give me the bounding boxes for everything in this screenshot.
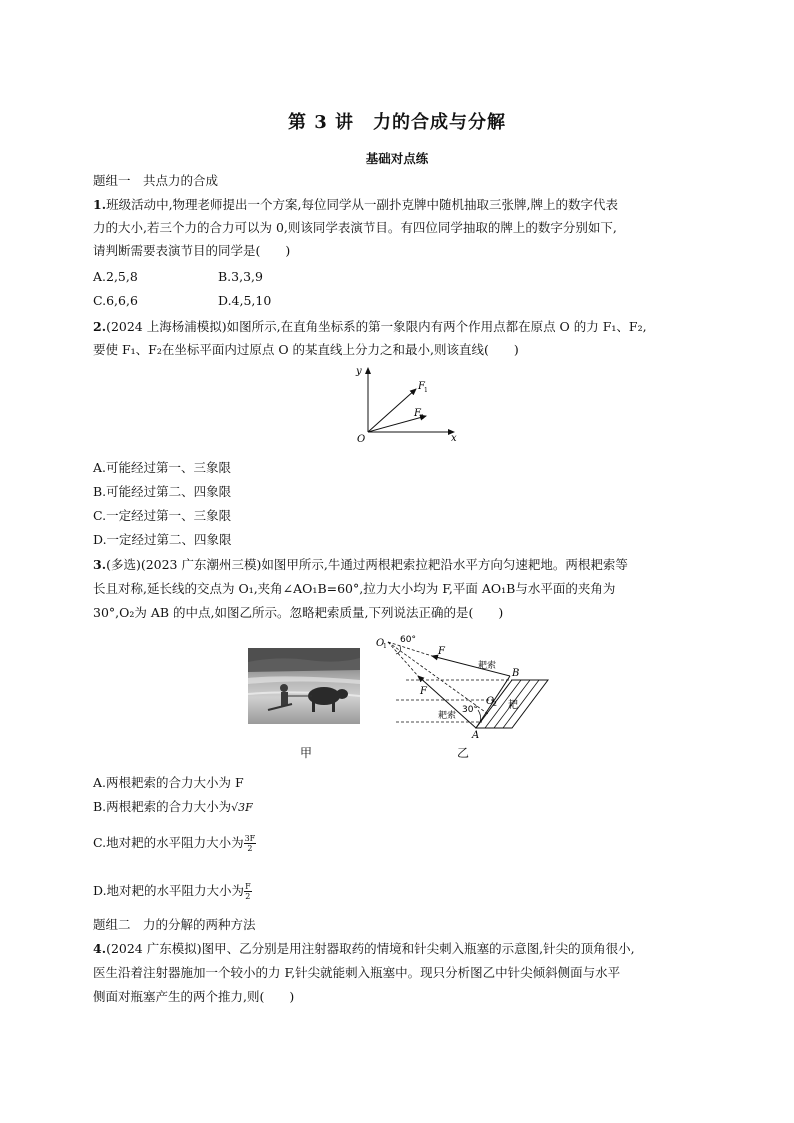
angle-30-arc	[478, 710, 481, 722]
harrow-label: 耙	[508, 700, 518, 711]
q1-option-b: B.3,3,9	[218, 269, 263, 284]
q3-line-1	[93, 556, 628, 574]
q3-option-b-math: √3F	[231, 801, 253, 814]
q1-option-c: C.6,6,6	[93, 293, 138, 308]
q4-line-1	[93, 940, 635, 958]
fraction-denominator: 2	[245, 892, 251, 901]
q3-line-3: 30°,O₂为 AB 的中点,如图乙所示。忽略耙索质量,下列说法正确的是( )	[93, 605, 504, 620]
q2-text-1: (2024 上海杨浦模拟)如图所示,在直角坐标系的第一象限内有两个作用点都在原点 O 的力 F₁、F₂,	[106, 319, 647, 334]
q3-option-b-text: B.两根耙索的合力大小为	[93, 799, 232, 814]
x-label: x	[451, 433, 457, 444]
f1-label: F	[418, 381, 425, 392]
lower-rope-label: 耙索	[438, 711, 457, 721]
photo-illustration	[248, 648, 360, 724]
q2-coordinate-figure	[350, 362, 470, 444]
q3-option-b	[93, 798, 253, 817]
q3-line-2: 长且对称,延长线的交点为 O₁,夹角∠AO₁B=60°,拉力大小均为 F,平面 AO₁B与水平面的夹角为	[93, 581, 616, 596]
origin-label: O	[357, 434, 366, 444]
caption-jia: 甲	[300, 746, 313, 760]
fraction-denominator: 2	[247, 844, 253, 853]
q2-option-b: B.可能经过第二、四象限	[93, 484, 232, 499]
f2-label: F	[414, 408, 421, 419]
q1-line-1	[93, 196, 618, 214]
q2-option-c: C.一定经过第一、三象限	[93, 508, 232, 523]
point-b-label: B	[512, 668, 520, 679]
fraction-numerator: 3F	[244, 834, 256, 843]
q1-option-d: D.4,5,10	[218, 293, 272, 308]
y-label: y	[356, 366, 362, 377]
q4-line-2: 医生沿着注射器施加一个较小的力 F,针尖就能刺入瓶塞中。现只分析图乙中针尖倾斜侧面与水平	[93, 965, 621, 980]
fraction-numerator: F	[245, 882, 251, 891]
upper-rope-label: 耙索	[478, 661, 497, 671]
point-a-label: A	[472, 730, 480, 740]
q3-option-c	[93, 834, 256, 853]
o1-subscript: 1	[383, 643, 387, 650]
q4-line-3: 侧面对瓶塞产生的两个推力,则( )	[93, 989, 295, 1004]
q3-option-c-text: C.地对耙的水平阻力大小为	[93, 835, 244, 850]
harrow-force-diagram	[372, 632, 552, 740]
q1-option-a: A.2,5,8	[93, 269, 138, 284]
o1-label: O	[376, 638, 385, 649]
section-subtitle: 基础对点练	[365, 151, 429, 166]
q1-line-3: 请判断需要表演节目的同学是( )	[93, 243, 291, 258]
f2-subscript: 2	[420, 414, 424, 421]
o2-label: O	[486, 696, 495, 707]
q2-number: 2.	[93, 319, 107, 334]
caption-yi: 乙	[457, 746, 470, 760]
group-heading-2: 题组二 力的分解的两种方法	[93, 917, 256, 932]
angle-60-arc	[396, 646, 401, 654]
ox-ploughing-photo	[248, 648, 360, 724]
q3-option-a: A.两根耙索的合力大小为 F	[93, 775, 244, 790]
f1-subscript: 1	[424, 387, 428, 394]
q3-option-d-text: D.地对耙的水平阻力大小为	[93, 883, 245, 898]
q4-number: 4.	[93, 941, 107, 956]
q4-text-1: (2024 广东模拟)图甲、乙分别是用注射器取药的情境和针尖刺入瓶塞的示意图,针尖的顶角很小,	[106, 941, 635, 956]
q3-option-c-fraction	[244, 834, 257, 853]
q3-number: 3.	[93, 557, 107, 572]
q2-option-a: A.可能经过第一、三象限	[93, 460, 232, 475]
group-heading-1: 题组一 共点力的合成	[93, 173, 219, 188]
lower-force-label: F	[420, 686, 427, 697]
page-title: 第 3 讲 力的合成与分解	[287, 112, 507, 133]
angle-60-label: 60°	[400, 635, 416, 645]
angle-30-label: 30°	[462, 705, 478, 715]
q2-option-d: D.一定经过第二、四象限	[93, 532, 232, 547]
q1-number: 1.	[93, 197, 107, 212]
upper-rope-force	[432, 656, 510, 676]
q2-line-2: 要使 F₁、F₂在坐标平面内过原点 O 的某直线上分力之和最小,则该直线( )	[93, 342, 519, 357]
q1-text-1: 班级活动中,物理老师提出一个方案,每位同学从一副扑克牌中随机抽取三张牌,牌上的数字代表	[106, 197, 618, 212]
q2-line-1	[93, 318, 647, 336]
upper-force-label: F	[438, 646, 445, 657]
q3-option-d-fraction	[244, 882, 252, 901]
q1-line-2: 力的大小,若三个力的合力可以为 0,则该同学表演节目。有四位同学抽取的牌上的数字分别如下,	[93, 220, 617, 235]
q3-text-1: (多选)(2023 广东潮州三模)如图甲所示,牛通过两根耙索拉耙沿水平方向匀速耙地。两根耙索等	[106, 557, 628, 572]
q3-option-d	[93, 882, 252, 901]
o2-subscript: 2	[493, 701, 497, 708]
